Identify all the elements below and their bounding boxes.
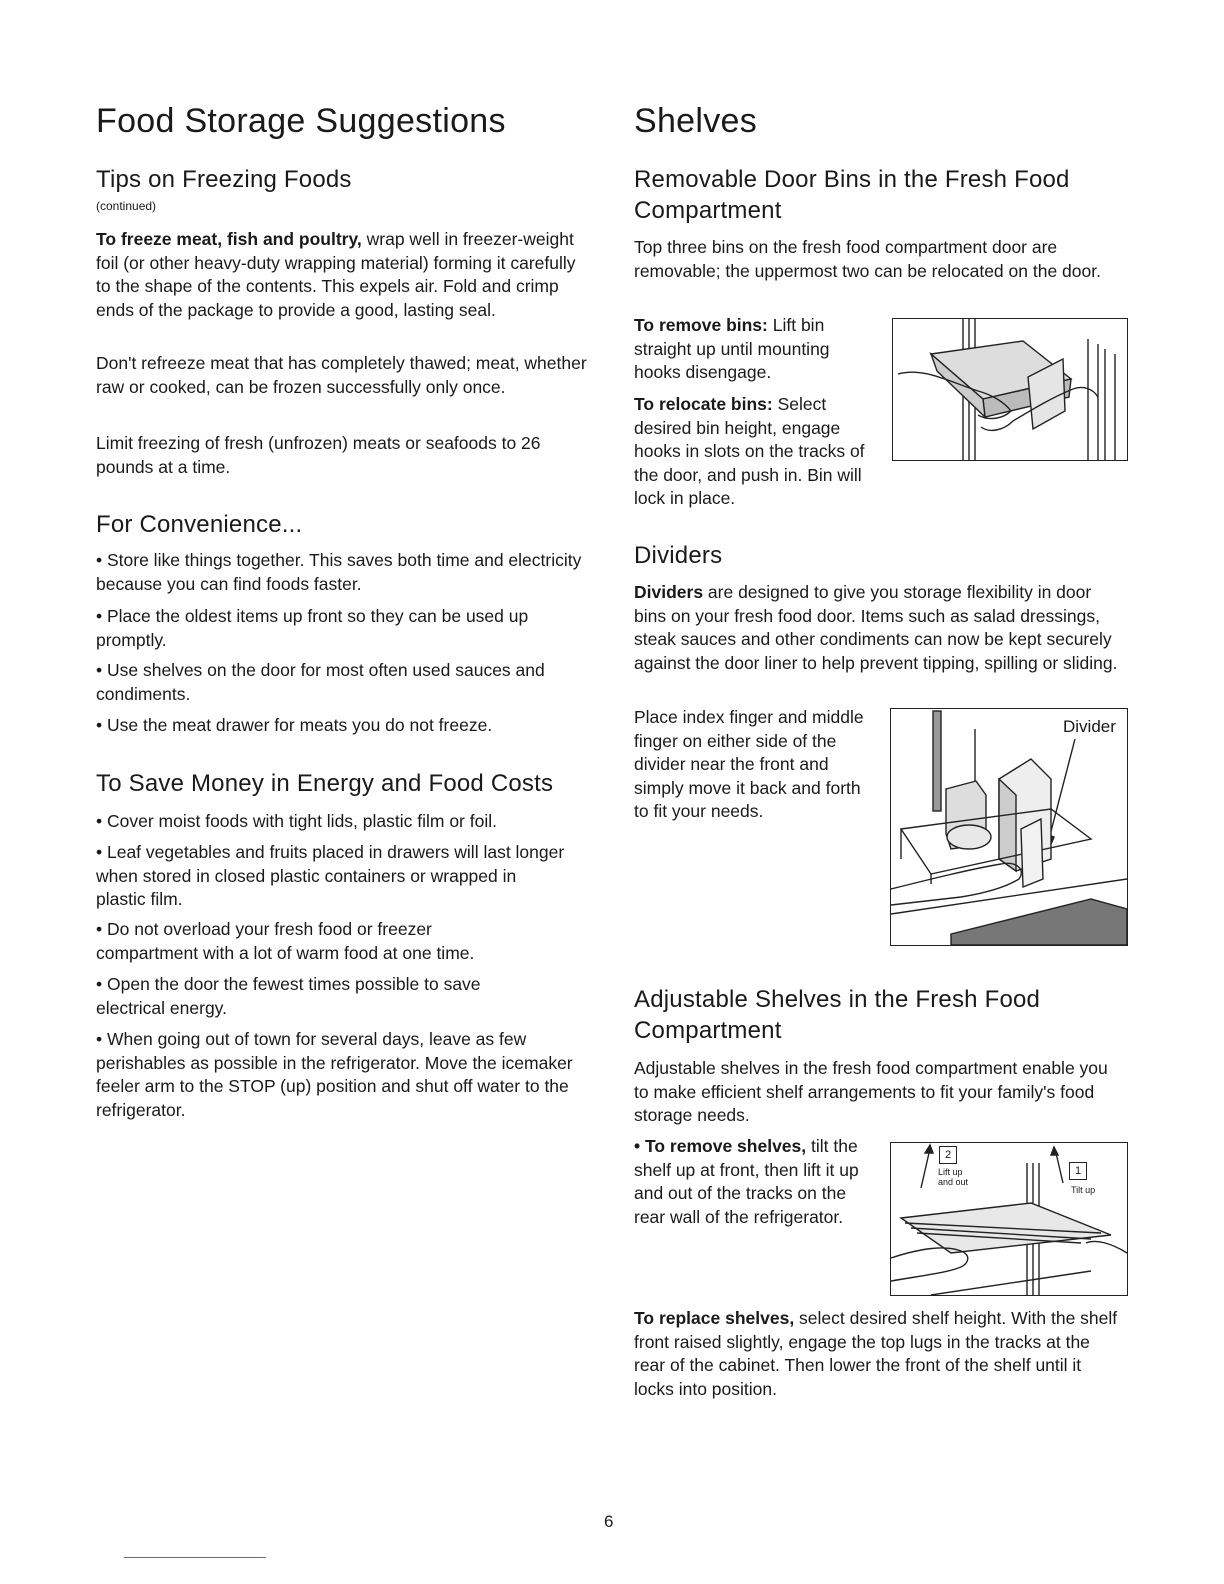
- step-2-caption-line-2: and out: [938, 1177, 969, 1187]
- heading-adjustable-shelves: Adjustable Shelves in the Fresh Food Compartment: [634, 986, 1041, 1044]
- heading-save-money: To Save Money in Energy and Food Costs: [96, 770, 554, 797]
- lead-relocate-bins: To relocate bins:: [634, 394, 773, 414]
- text-freeze-meat: wrap well in freezer-weight foil (or other heavy-duty wrapping material) forming it carefully to the shape of the contents. This expels air. Fold and crimp ends of the package to provide a good, lasting seal.: [96, 229, 576, 320]
- convenience-item: • Use shelves on the door for most often used sauces and condiments.: [96, 660, 545, 704]
- page-title-food-storage: Food Storage Suggestions: [96, 102, 506, 140]
- lead-replace-shelves: To replace shelves,: [634, 1308, 795, 1328]
- divider-illustration: [890, 708, 1128, 946]
- convenience-item: • Store like things together. This saves both time and electricity because you can find foods faster.: [96, 550, 582, 594]
- paragraph-door-bins-intro: Top three bins on the fresh food compartment door are removable; the uppermost two can be relocated on the door.: [634, 237, 1101, 281]
- page-number: 6: [604, 1512, 614, 1531]
- lead-freeze-meat: To freeze meat, fish and poultry,: [96, 229, 362, 249]
- lead-remove-shelves: • To remove shelves,: [634, 1136, 807, 1156]
- paragraph-relocate-bins: [634, 393, 874, 511]
- lead-remove-bins: To remove bins:: [634, 315, 768, 335]
- door-bin-drawing: [893, 319, 1127, 460]
- step-2-badge: 2: [939, 1146, 957, 1164]
- heading-door-bins: Removable Door Bins in the Fresh Food Compartment: [634, 166, 1070, 224]
- footer-rule: [124, 1557, 266, 1558]
- convenience-item: • Use the meat drawer for meats you do not freeze.: [96, 715, 493, 735]
- text-relocate-bins: Select desired bin height, engage hooks in slots on the tracks of the door, and push in. Bin will lock in place.: [634, 394, 865, 508]
- save-money-item: • When going out of town for several days, leave as few perishables as possible in the refrigerator. Move the icemaker feeler arm to the STOP (up) position and shut off water to the refrigerator.: [96, 1029, 573, 1120]
- text-remove-shelves: tilt the shelf up at front, then lift it up and out of the tracks on the rear wall of the refrigerator.: [634, 1136, 859, 1227]
- save-money-item: • Open the door the fewest times possible to save electrical energy.: [96, 974, 481, 1018]
- door-bin-illustration: [892, 318, 1128, 461]
- page-title-shelves: Shelves: [634, 102, 758, 140]
- paragraph-refreeze: Don't refreeze meat that has completely thawed; meat, whether raw or cooked, can be frozen successfully only once.: [96, 353, 587, 397]
- paragraph-freeze-meat: [96, 228, 590, 322]
- heading-convenience: For Convenience...: [96, 511, 303, 538]
- divider-callout-label: Divider: [1063, 717, 1116, 736]
- save-money-item: • Leaf vegetables and fruits placed in drawers will last longer when stored in closed plastic containers or wrapped in plastic film.: [96, 842, 565, 909]
- paragraph-adjustable-intro: Adjustable shelves in the fresh food compartment enable you to make efficient shelf arrangements to fit your family's food storage needs.: [634, 1058, 1108, 1125]
- continued-note: (continued): [96, 199, 157, 213]
- step-1-badge: 1: [1069, 1162, 1087, 1180]
- paragraph-divider-instructions: Place index finger and middle finger on either side of the divider near the front and simply move it back and forth to fit your needs.: [634, 707, 864, 821]
- text-remove-bins: Lift bin straight up until mounting hooks disengage.: [634, 315, 830, 382]
- save-money-item: • Cover moist foods with tight lids, plastic film or foil.: [96, 811, 497, 831]
- heading-freezing-tips: Tips on Freezing Foods: [96, 166, 352, 193]
- divider-drawing: [891, 709, 1127, 945]
- text-replace-shelves: select desired shelf height. With the shelf front raised slightly, engage the top lugs in the tracks at the rear of the cabinet. Then lower the front of the shelf until it locks into position.: [634, 1308, 1118, 1399]
- lead-dividers: Dividers: [634, 582, 704, 602]
- adjustable-shelf-illustration: [890, 1142, 1128, 1296]
- text-dividers: are designed to give you storage flexibility in door bins on your fresh food door. Items such as salad dressings, steak sauces and other condiments can now be kept securely against the door liner to help prevent tipping, spilling or sliding.: [634, 582, 1118, 673]
- paragraph-remove-shelves: [634, 1135, 859, 1229]
- paragraph-replace-shelves: [634, 1307, 1124, 1401]
- step-2-caption: [938, 1167, 968, 1187]
- paragraph-dividers-intro: [634, 581, 1124, 675]
- step-1-caption: Tilt up: [1071, 1185, 1096, 1195]
- save-money-item: • Do not overload your fresh food or freezer compartment with a lot of warm food at one time.: [96, 919, 475, 963]
- convenience-item: • Place the oldest items up front so they can be used up promptly.: [96, 606, 529, 650]
- paragraph-remove-bins: [634, 314, 874, 385]
- step-2-caption-line-1: Lift up: [938, 1167, 963, 1177]
- paragraph-limit-freezing: Limit freezing of fresh (unfrozen) meats or seafoods to 26 pounds at a time.: [96, 433, 541, 477]
- heading-dividers: Dividers: [634, 542, 723, 569]
- adjustable-shelf-drawing: [891, 1143, 1127, 1295]
